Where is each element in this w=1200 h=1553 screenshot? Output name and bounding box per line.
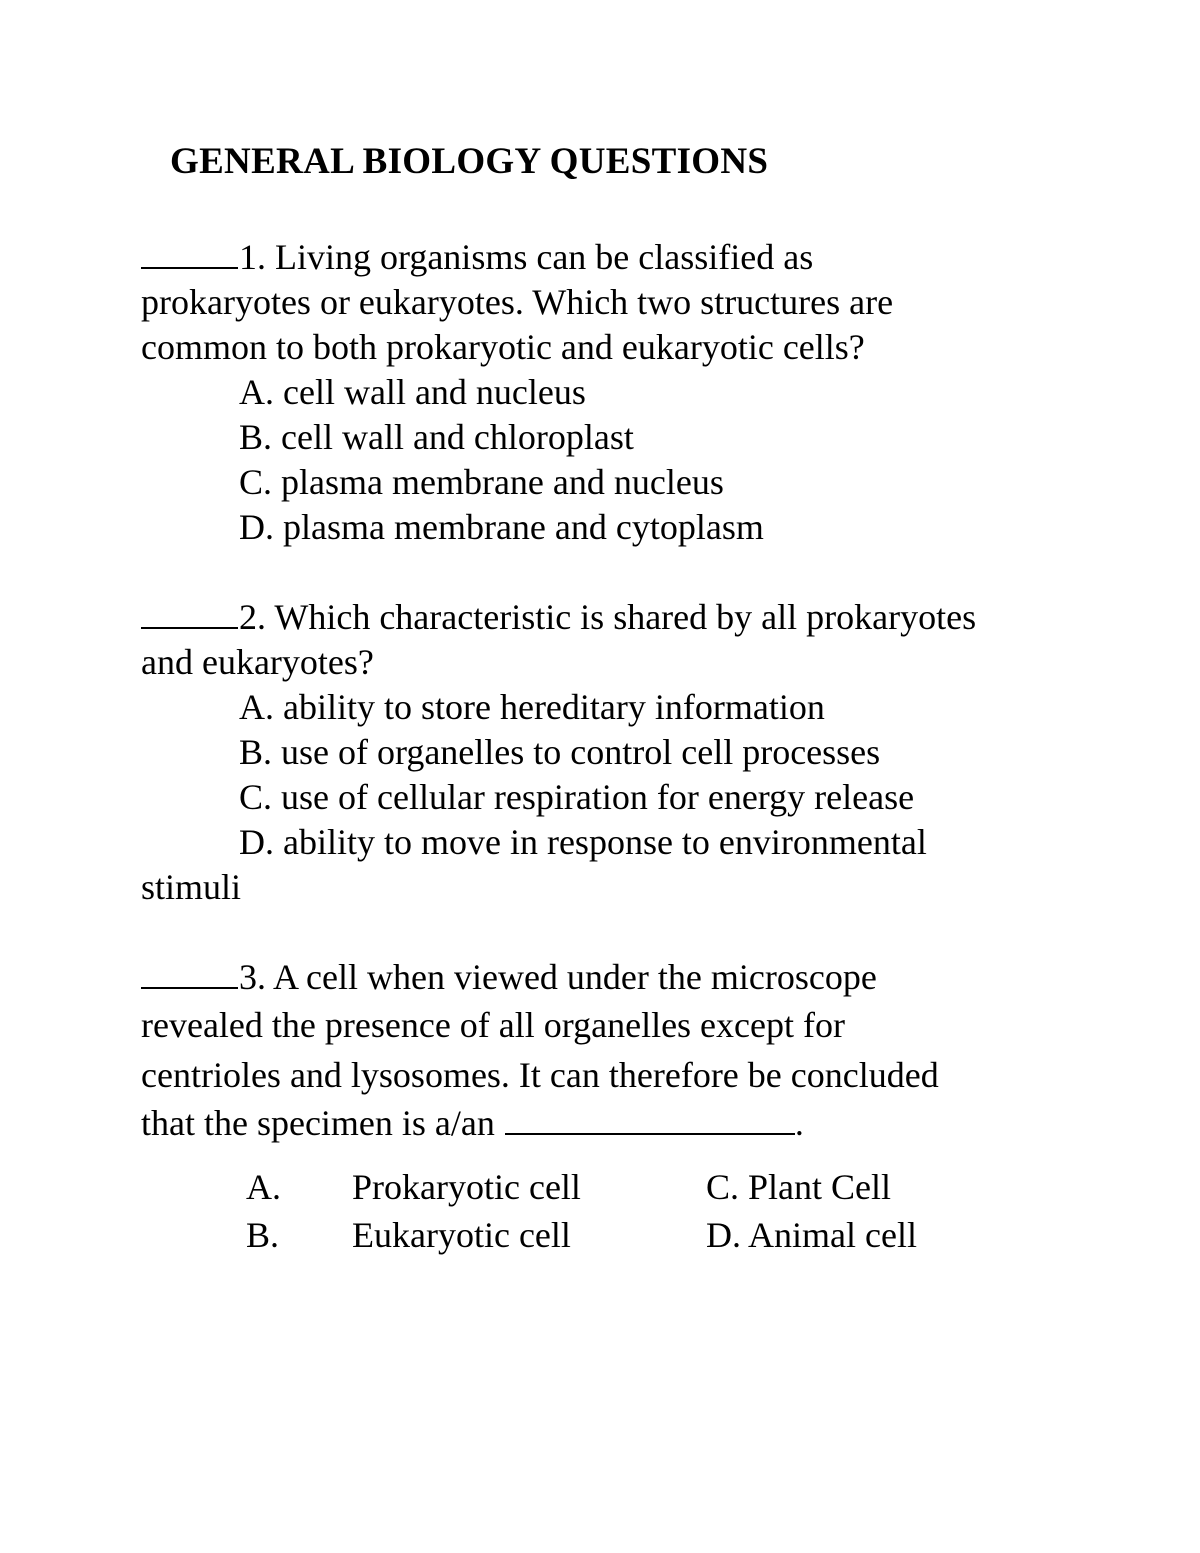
question-2-line-1	[141, 595, 976, 640]
question-3-option-d: D. Animal cell	[706, 1215, 917, 1255]
question-1-option-d: D. plasma membrane and cytoplasm	[239, 507, 764, 547]
question-2-option-a: A. ability to store hereditary information	[239, 687, 825, 727]
question-number: 3.	[239, 957, 266, 997]
question-1-option-c: C. plasma membrane and nucleus	[239, 462, 724, 502]
line-end-period: .	[794, 1103, 804, 1143]
question-3-option-b-text: Eukaryotic cell	[352, 1215, 571, 1255]
question-2-option-d: D. ability to move in response to environmental	[239, 822, 927, 862]
question-2-option-c: C. use of cellular respiration for energy release	[239, 777, 915, 817]
question-2-option-d-continuation: stimuli	[141, 867, 242, 907]
fill-in-blank[interactable]	[505, 1103, 795, 1135]
question-1-option-a: A. cell wall and nucleus	[239, 372, 586, 412]
question-3-option-a-letter: A.	[246, 1167, 281, 1207]
question-2-line-2: and eukaryotes?	[141, 642, 374, 682]
question-text: that the specimen is a/an	[141, 1103, 495, 1143]
question-3-option-a-text: Prokaryotic cell	[352, 1167, 581, 1207]
question-3-line-4	[141, 1101, 804, 1146]
question-1-line-2: prokaryotes or eukaryotes. Which two structures are	[141, 282, 894, 322]
answer-blank-2[interactable]	[141, 597, 238, 629]
question-number: 1.	[239, 237, 266, 277]
question-number: 2.	[239, 597, 266, 637]
question-3-line-2: revealed the presence of all organelles except for	[141, 1005, 845, 1045]
question-3-line-1	[141, 955, 877, 1000]
question-3-option-c: C. Plant Cell	[706, 1167, 892, 1207]
page-title: GENERAL BIOLOGY QUESTIONS	[170, 141, 769, 182]
answer-blank-1[interactable]	[141, 237, 238, 269]
question-3-line-3: centrioles and lysosomes. It can therefore be concluded	[141, 1055, 939, 1095]
question-3-option-b-letter: B.	[246, 1215, 280, 1255]
question-text: Which characteristic is shared by all prokaryotes	[274, 597, 977, 637]
question-1-line-3: common to both prokaryotic and eukaryotic cells?	[141, 327, 865, 367]
question-2-option-b: B. use of organelles to control cell processes	[239, 732, 881, 772]
question-1-option-b: B. cell wall and chloroplast	[239, 417, 634, 457]
question-text: Living organisms can be classified as	[275, 237, 814, 277]
question-text: A cell when viewed under the microscope	[273, 957, 877, 997]
answer-blank-3[interactable]	[141, 957, 238, 989]
question-1-line-1	[141, 235, 813, 280]
